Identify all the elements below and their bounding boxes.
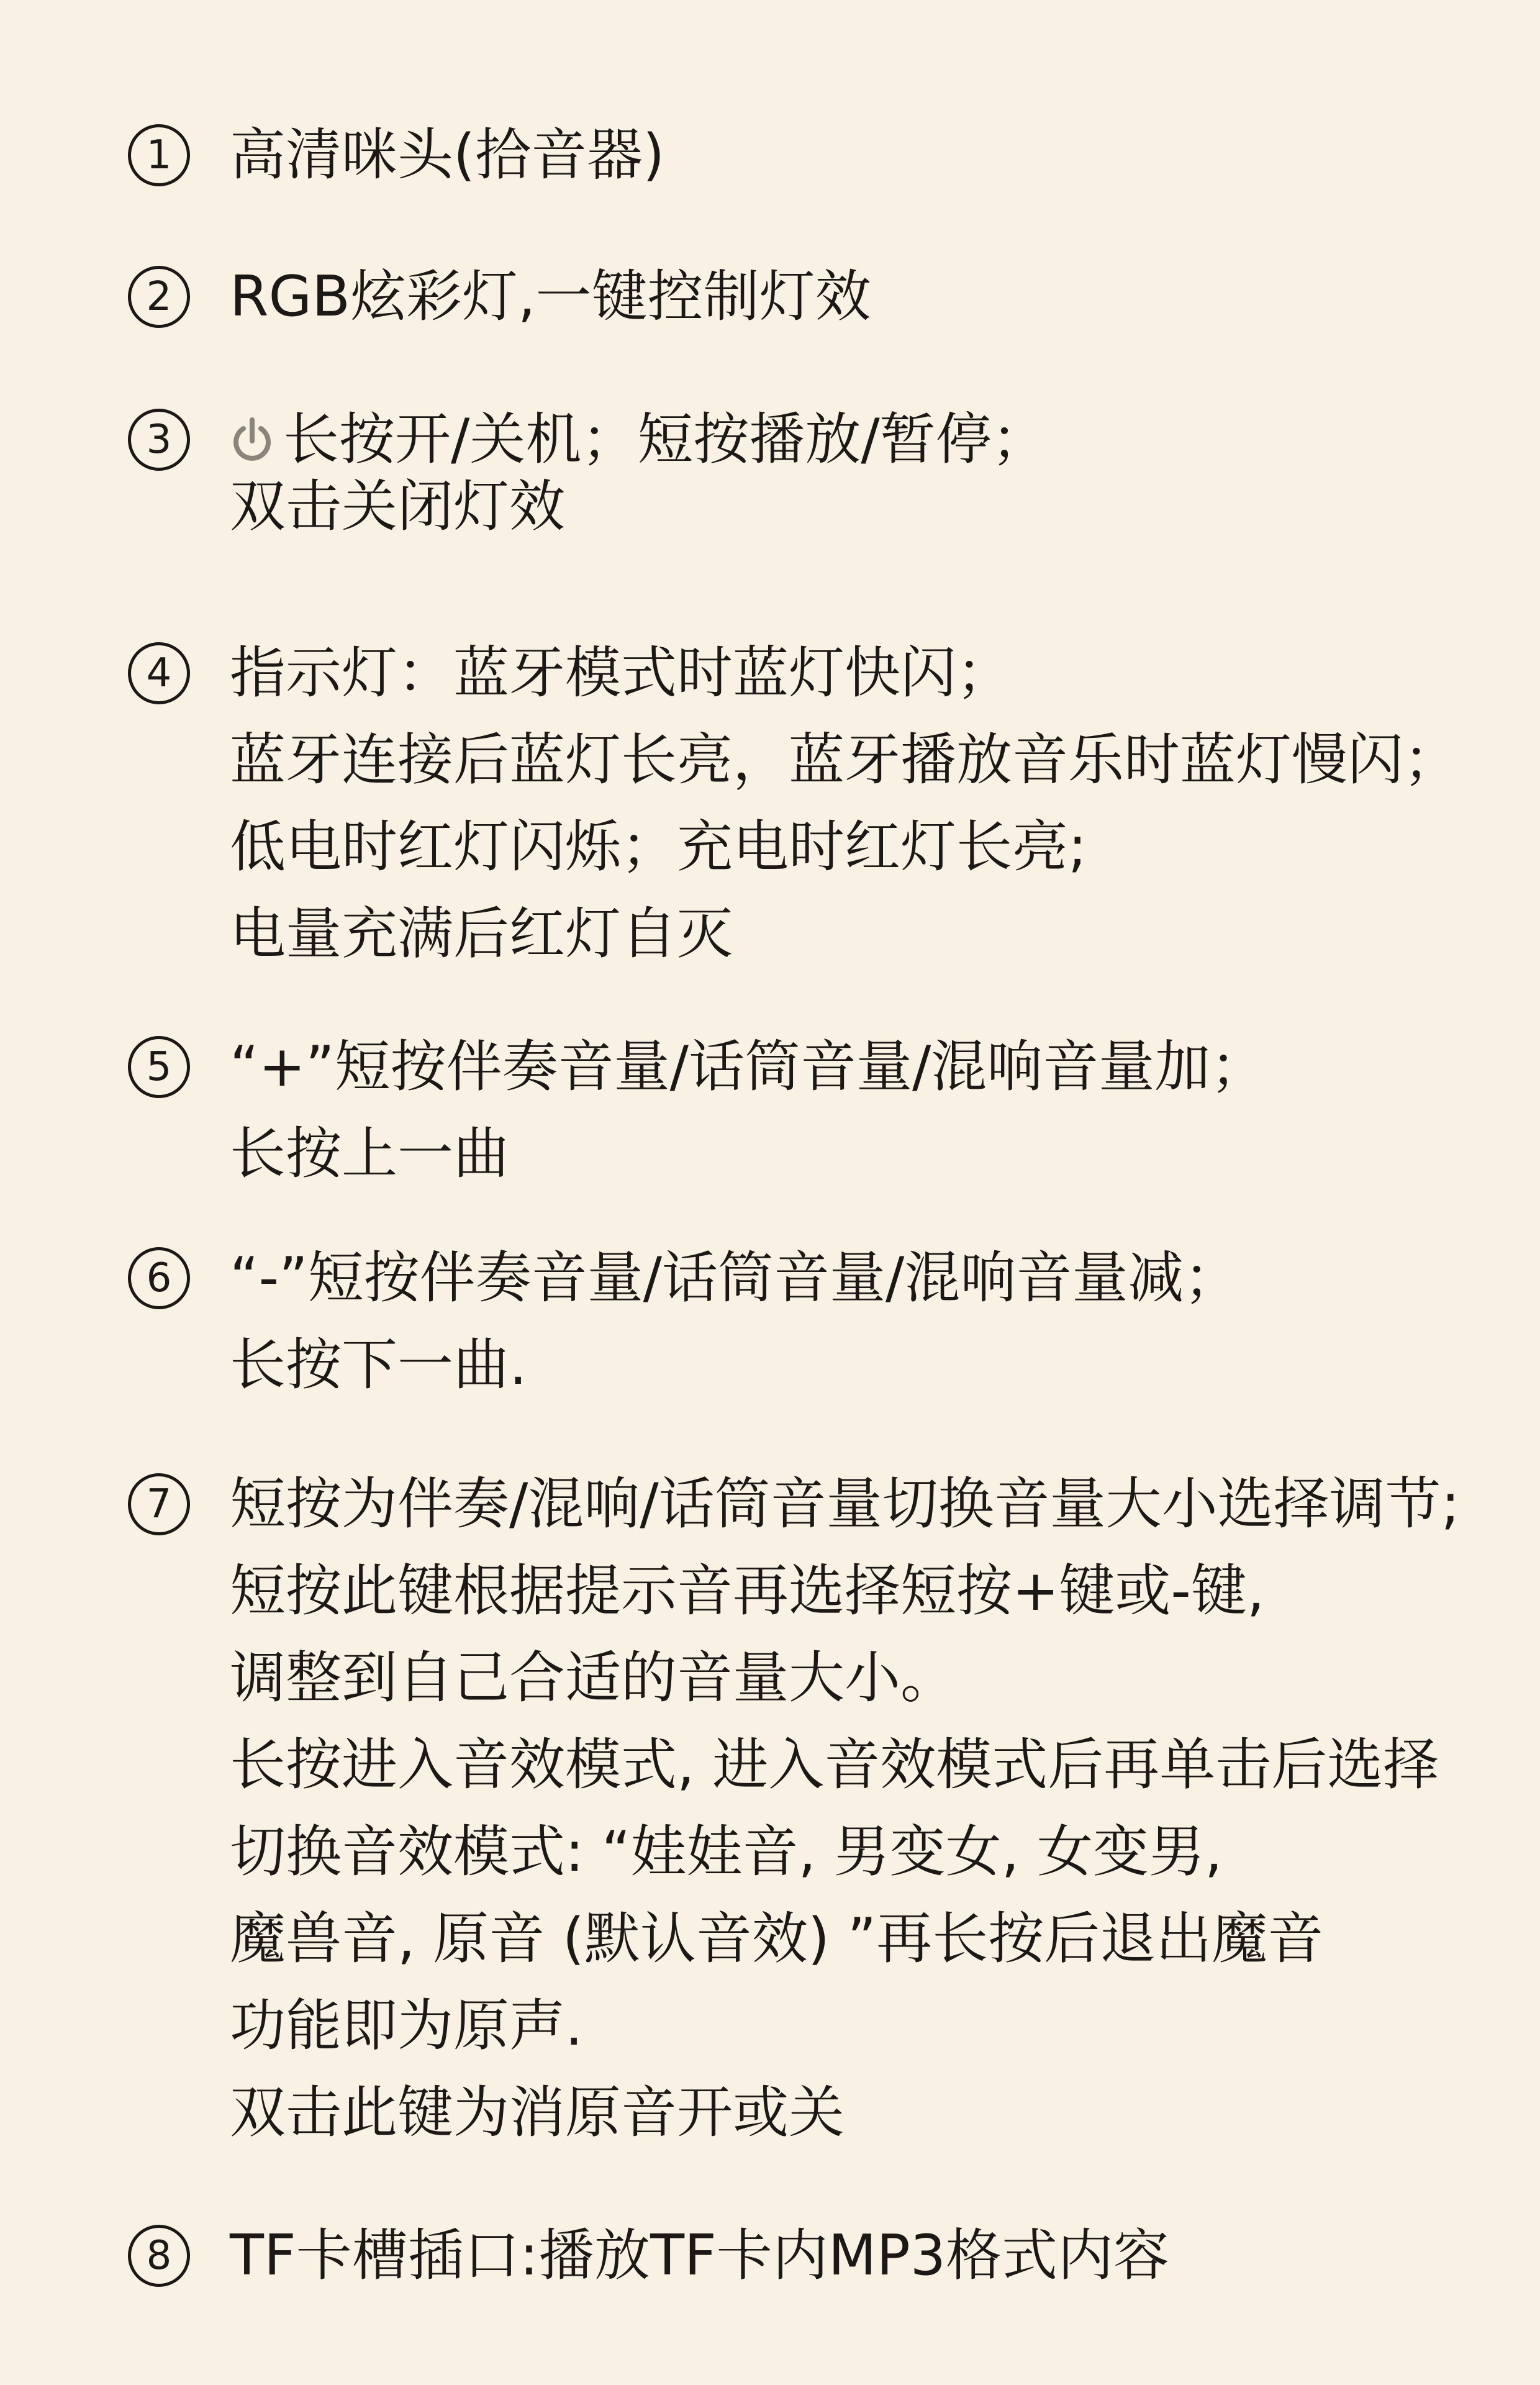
item-number-badge: 6 [128, 1247, 190, 1309]
item-number-badge: 7 [128, 1473, 190, 1535]
item-text: 低电时红灯闪烁；充电时红灯长亮; [230, 814, 1087, 879]
item-text: RGB炫彩灯,一键控制灯效 [230, 264, 871, 329]
item-number-badge: 8 [128, 2225, 190, 2287]
item-text: 双击关闭灯效 [230, 474, 565, 539]
item-text: 切换音效模式: “娃娃音, 男变女, 女变男, [230, 1819, 1223, 1884]
item-text: 短按为伴奏/混响/话筒音量切换音量大小选择调节; [230, 1471, 1460, 1537]
item-text: 双击此键为消原音开或关 [230, 2080, 845, 2145]
item-text: 长按进入音效模式, 进入音效模式后再单击后选择 [230, 1732, 1439, 1797]
item-text: 电量充满后红灯自灭 [230, 901, 733, 966]
item-text: 魔兽音, 原音 (默认音效) ”再长按后退出魔音 [230, 1906, 1324, 1971]
item-number-badge: 4 [128, 642, 190, 704]
item-text: 功能即为原声. [230, 1993, 583, 2058]
item-number-badge: 1 [128, 124, 190, 186]
item-text: 长按上一曲 [230, 1121, 509, 1186]
item-text: 调整到自己合适的音量大小。 [230, 1645, 956, 1710]
power-icon [230, 414, 274, 466]
item-text: “+”短按伴奏音量/话筒音量/混响音量加； [230, 1034, 1267, 1099]
item-text: TF卡槽插口:播放TF卡内MP3格式内容 [230, 2223, 1169, 2288]
item-text: 蓝牙连接后蓝灯长亮，蓝牙播放音乐时蓝灯慢闪； [230, 727, 1459, 793]
item-number-badge: 2 [128, 266, 190, 328]
item-number-badge: 5 [128, 1036, 190, 1098]
item-text: 指示灯：蓝牙模式时蓝灯快闪； [230, 640, 1012, 706]
item-text: 长按开/关机；短按播放/暂停； [283, 407, 1048, 472]
item-number-badge: 3 [128, 409, 190, 471]
item-text: 高清咪头(拾音器) [230, 122, 665, 188]
item-text: “-”短按伴奏音量/话筒音量/混响音量减； [230, 1245, 1240, 1311]
item-text: 长按下一曲. [230, 1332, 527, 1397]
item-text: 短按此键根据提示音再选择短按+键或-键, [230, 1558, 1265, 1624]
